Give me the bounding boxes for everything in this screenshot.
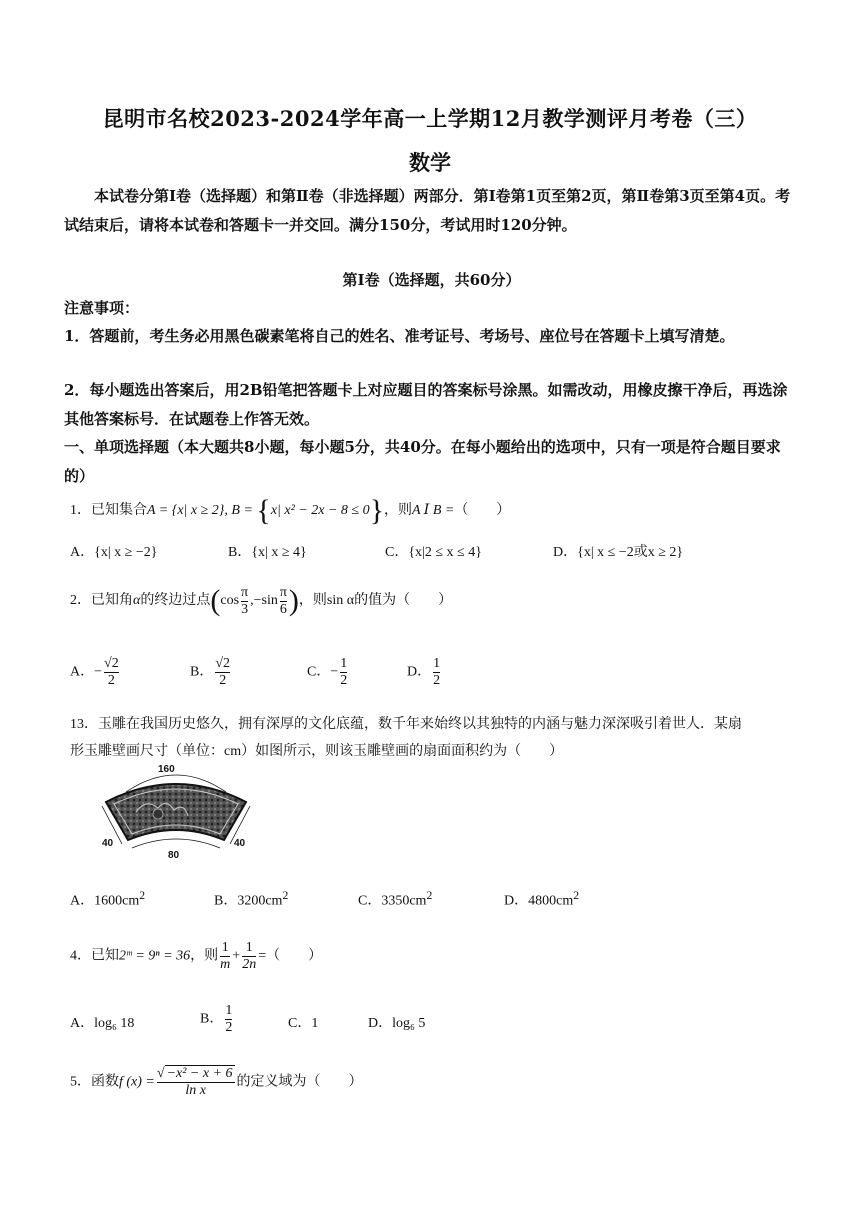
fig-label-arc-outer: 160 bbox=[158, 764, 175, 775]
q2-option-d: D． $\frac{1}{2}$ bbox=[407, 656, 441, 688]
question-2-stem: 2．已知角α的终边过点(cos $\frac{\pi}{3}$ ,−sin $\frac{\pi}{6}$ )，则sin α的值为（ ） bbox=[70, 584, 453, 617]
fan-jade-figure bbox=[96, 764, 256, 864]
fig-label-side-right: 40 bbox=[234, 838, 246, 849]
fig-label-side-left: 40 bbox=[102, 838, 114, 849]
q4-option-d: D．log₆ 5 bbox=[368, 1016, 426, 1031]
notice-item-2: 2．每小题选出答案后，用2B铅笔把答题卡上对应题目的答案标号涂黑。如需改动，用橡皮擦干净后，再选涂其他答案标号．在试题卷上作答无效。 bbox=[64, 381, 788, 428]
fig-label-arc-inner: 80 bbox=[168, 850, 180, 861]
q2-option-a: A．− $\frac{√2}{2}$ bbox=[70, 656, 119, 688]
q2-option-b: B． $\frac{√2}{2}$ bbox=[190, 656, 231, 688]
part-heading: 一、单项选择题（本大题共8小题，每小题5分，共40分。在每小题给出的选项中，只有一项是符合题目要求的） bbox=[64, 438, 781, 485]
question-5-stem: 5．函数f (x) = $\frac{\text{√ −x² − x + 6}}{\text{ln x}}$ 的定义域为（ ） bbox=[70, 1066, 363, 1098]
question-4-stem: 4．已知2ᵐ = 9ⁿ = 36，则 $\frac{1}{m}$ + $\frac{1}{2n}$ =（ ） bbox=[70, 940, 323, 972]
subject-title: 数学 bbox=[409, 150, 451, 175]
q13-option-c: C．$3350cm^2$ bbox=[358, 889, 433, 909]
exam-title: 昆明市名校2023-2024学年高一上学期12月教学测评月考卷（三） bbox=[102, 106, 758, 131]
q1-option-c: C．{x|2 ≤ x ≤ 4} bbox=[385, 545, 482, 560]
notice-label: 注意事项： bbox=[64, 299, 140, 317]
q1-option-b: B．{x| x ≥ 4} bbox=[228, 545, 307, 560]
q13-option-d: D．$4800cm^2$ bbox=[504, 889, 580, 909]
intro-paragraph: 本试卷分第Ⅰ卷（选择题）和第Ⅱ卷（非选择题）两部分．第Ⅰ卷第1页至第2页，第Ⅱ卷第3页至第4页。考试结束后，请将本试卷和答题卡一并交回。满分150分，考试用时120分钟。 bbox=[64, 187, 791, 234]
question-13-line-2: 形玉雕壁画尺寸（单位：cm）如图所示，则该玉雕壁画的扇面面积约为（ ） bbox=[70, 744, 564, 759]
q4-option-c: C．1 bbox=[288, 1016, 319, 1031]
notice-item-1: 1．答题前，考生务必用黑色碳素笔将自己的姓名、准考证号、考场号、座位号在答题卡上填写清楚。 bbox=[64, 327, 735, 345]
q13-option-b: B．$3200cm^2$ bbox=[214, 889, 289, 909]
question-13-line-1: 13．玉雕在我国历史悠久，拥有深厚的文化底蕴，数千年来始终以其独特的内涵与魅力深深吸引着世人．某扇 bbox=[70, 717, 742, 732]
q1-option-a: A．{x| x ≥ −2} bbox=[70, 545, 158, 560]
q4-option-b: B． $\frac{1}{2}$ bbox=[200, 1003, 233, 1035]
q13-option-a: A．$1600cm^2$ bbox=[70, 889, 146, 909]
question-1-stem: 1．已知集合A = {x| x ≥ 2}, B = {x| x² − 2x − 8 ≤ 0}，则A Ⅰ B =（ ） bbox=[70, 494, 511, 527]
q1-option-d: D．{x| x ≤ −2或x ≥ 2} bbox=[553, 545, 684, 560]
q2-option-c: C．− $\frac{1}{2}$ bbox=[307, 656, 348, 688]
section-heading: 第Ⅰ卷（选择题，共60分） bbox=[342, 271, 521, 289]
q4-option-a: A．log₆ 18 bbox=[70, 1016, 135, 1031]
